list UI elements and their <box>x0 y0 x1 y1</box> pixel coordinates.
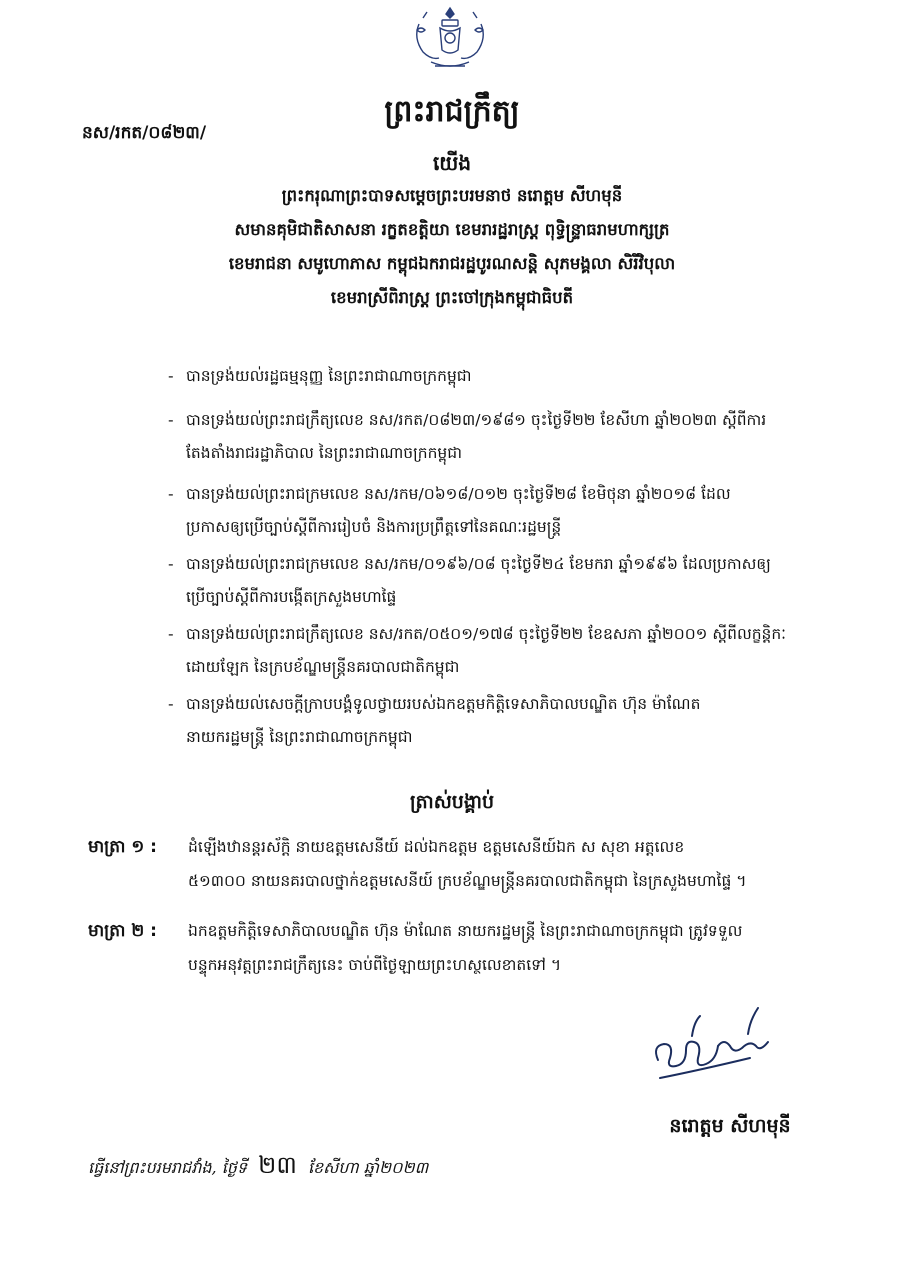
bullet-dash: - <box>168 411 174 429</box>
reference-line: ដោយឡែក នៃក្របខ័ណ្ឌមន្ត្រីនគរបាលជាតិកម្ពុជា <box>186 658 460 676</box>
reference-line: ប្រើច្បាប់ស្តីពីការបង្កើតក្រសួងមហាផ្ទៃ <box>186 588 397 606</box>
we-heading: យើង <box>432 151 472 175</box>
reference-item <box>168 548 868 614</box>
article-label: មាត្រា ១ : <box>88 837 157 857</box>
bullet-dash: - <box>168 555 174 573</box>
document-title: ព្រះរាជក្រឹត្យ <box>384 94 520 129</box>
article-line: ៥១៣០០ នាយនគរបាលថ្នាក់ឧត្តមសេនីយ៍ ក្របខ័ណ្ឌមន្ត្រីនគរបាលជាតិកម្ពុជា នៃក្រសួងមហាផ្ទៃ ។ <box>188 872 747 890</box>
signer-name: នរោត្តម សីហមុនី <box>669 1115 791 1137</box>
reference-line: បានទ្រង់យល់ព្រះរាជក្រមលេខ នស/រកម/០១៩៦/០៨ ចុះថ្ងៃទី២៤ ខែមករា ឆ្នាំ១៩៩៦ ដែលប្រកាសឲ្យ <box>186 555 771 573</box>
bullet-dash: - <box>168 625 174 643</box>
reference-line: នាយករដ្ឋមន្ត្រី នៃព្រះរាជាណាចក្រកម្ពុជា <box>186 728 413 746</box>
reference-item <box>168 404 868 470</box>
reference-item <box>168 688 868 754</box>
decree-number: នស/រកត/០៨២៣/ <box>82 123 207 143</box>
article-label: មាត្រា ២ : <box>88 921 157 941</box>
handwritten-signature <box>640 990 790 1090</box>
issue-date-day: ២៣ <box>258 1151 297 1179</box>
reference-item <box>168 618 868 684</box>
reference-line: បានទ្រង់យល់ព្រះរាជក្រឹត្យលេខ នស/រកត/០៥០១/១៧៨ ចុះថ្ងៃទី២២ ខែឧសភា ឆ្នាំ២០០១ ស្តីពីលក្ខន្តិកៈ <box>186 625 786 643</box>
decree-heading: ត្រាស់បង្គាប់ <box>409 791 495 813</box>
article-line: ដំឡើងឋានន្តរស័ក្តិ នាយឧត្តមសេនីយ៍ ដល់ឯកឧត្តម ឧត្តមសេនីយ៍ឯក ស សុខា អត្តលេខ <box>188 838 685 856</box>
king-title-line: ព្រះករុណាព្រះបាទសម្តេចព្រះបរមនាថ នរោត្តម សីហមុនី <box>281 186 623 205</box>
king-title-line: ខេមរាជនា សមូហោភាស កម្ពុជឯករាជរដ្ឋបូរណសន្តិ សុភមង្គលា សិរីវិបុលា <box>228 254 676 273</box>
bullet-dash: - <box>168 367 174 385</box>
reference-line: តែងតាំងរាជរដ្ឋាភិបាល នៃព្រះរាជាណាចក្រកម្ពុជា <box>186 444 463 462</box>
bullet-dash: - <box>168 695 174 713</box>
reference-line: បានទ្រង់យល់រដ្ឋធម្មនុញ្ញ នៃព្រះរាជាណាចក្រកម្ពុជា <box>186 367 472 385</box>
issue-date <box>88 1150 428 1185</box>
royal-emblem-icon <box>405 4 495 72</box>
reference-line: បានទ្រង់យល់ព្រះរាជក្រឹត្យលេខ នស/រកត/០៨២៣/១៩៨១ ចុះថ្ងៃទី២២ ខែសីហា ឆ្នាំ២០២៣ ស្តីពីការ <box>186 411 767 429</box>
king-title-line: សមានគុមិជាតិសាសនា រក្ខតខត្តិយា ខេមរារដ្ឋរាស្ត្រ ពុទ្ធិន្ទ្រាធរាមហាក្សត្រ <box>234 220 670 239</box>
bullet-dash: - <box>168 485 174 503</box>
article-line: ឯកឧត្តមកិត្តិទេសាភិបាលបណ្ឌិត ហ៊ុន ម៉ាណែត នាយករដ្ឋមន្ត្រី នៃព្រះរាជាណាចក្រកម្ពុជា ត្រូវទទួល <box>188 922 743 940</box>
king-title-line: ខេមរាស្រីពិរាស្ត្រ ព្រះចៅក្រុងកម្ពុជាធិបតី <box>330 288 574 307</box>
reference-line: បានទ្រង់យល់ព្រះរាជក្រមលេខ នស/រកម/០៦១៨/០១២ ចុះថ្ងៃទី២៨ ខែមិថុនា ឆ្នាំ២០១៨ ដែល <box>186 485 731 503</box>
reference-item <box>168 360 868 393</box>
reference-line: បានទ្រង់យល់សេចក្តីក្រាបបង្គំទូលថ្វាយរបស់ឯកឧត្តមកិត្តិទេសាភិបាលបណ្ឌិត ហ៊ុន ម៉ាណែត <box>186 695 701 713</box>
article-1 <box>88 830 868 898</box>
issue-date-prefix: ធ្វើនៅព្រះបរមរាជវាំង, ថ្ងៃទី <box>88 1158 248 1177</box>
reference-line: ប្រកាសឲ្យប្រើច្បាប់ស្តីពីការរៀបចំ និងការប្រព្រឹត្តទៅនៃគណៈរដ្ឋមន្ត្រី <box>186 518 562 536</box>
issue-date-suffix: ខែសីហា ឆ្នាំ២០២៣ <box>307 1158 429 1177</box>
article-line: បន្ទុកអនុវត្តព្រះរាជក្រឹត្យនេះ ចាប់ពីថ្ងៃឡាយព្រះហស្ថលេខាតទៅ ។ <box>188 956 562 974</box>
reference-item <box>168 478 868 544</box>
article-2 <box>88 914 868 982</box>
